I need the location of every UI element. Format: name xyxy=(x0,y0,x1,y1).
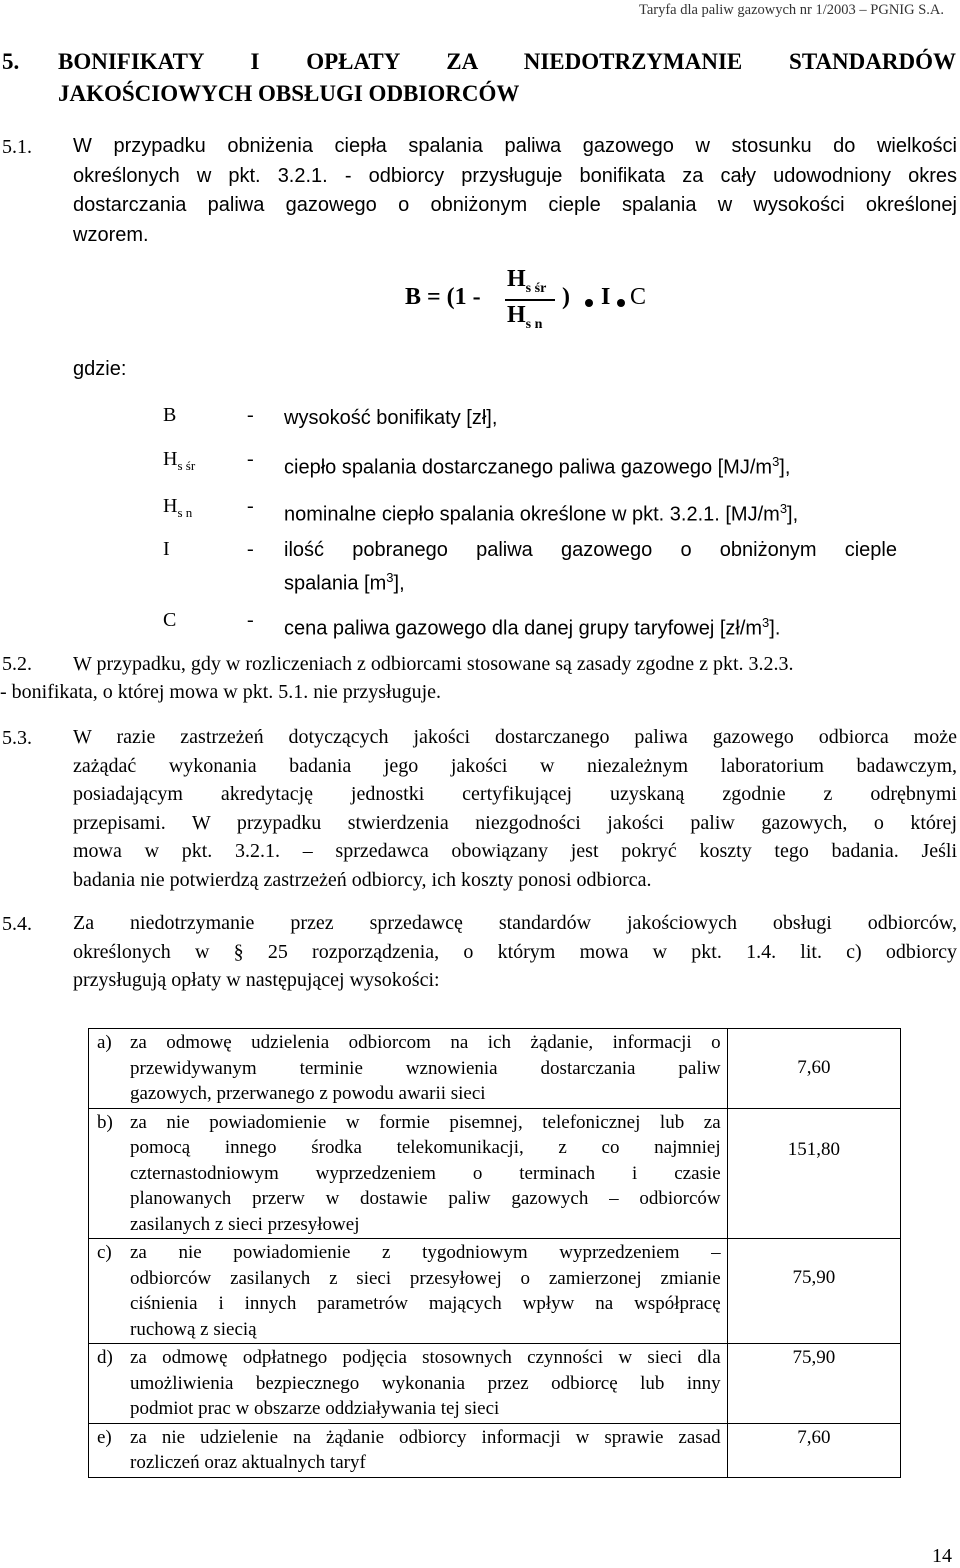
row-letter: e) xyxy=(97,1426,112,1448)
gdzie-label: gdzie: xyxy=(73,358,127,380)
p51-line-2: określonych w pkt. 3.2.1. - odbiorcy przysługuje bonifikata za cały udowodniony okres xyxy=(73,164,957,187)
formula-close-paren: ) xyxy=(562,284,570,310)
multiply-dot-icon xyxy=(617,299,625,307)
formula-C: C xyxy=(630,284,647,310)
def-dash: - xyxy=(247,609,254,631)
table-cell-amount: 75,90 xyxy=(727,1239,900,1344)
p52-line-1: W przypadku, gdy w rozliczeniach z odbiorcami stosowane są zasady zgodne z pkt. 3.2.3. xyxy=(73,653,794,675)
p51-line-3: dostarczania paliwa gazowego o obniżonym cieple spalania w wysokości określonej xyxy=(73,194,957,216)
paragraph-number-5-1: 5.1. xyxy=(2,136,32,158)
table-cell-amount: 7,60 xyxy=(727,1029,900,1109)
def-symbol-Hsn: $H_{s n}$ xyxy=(163,495,193,520)
p53-line-2: zażądać wykonania badania jego jakości w niezależnym laboratorium badawczym, xyxy=(73,754,957,777)
p54-line-2: określonych w § 25 rozporządzenia, o którym mowa w pkt. 1.4. lit. c) odbiorcy xyxy=(73,940,957,963)
table-cell-amount: 151,80 xyxy=(727,1108,900,1239)
formula-fraction-bar xyxy=(505,299,555,301)
table-cell-description: b) za nie powiadomienie w formie pisemnej, telefonicznej lub za pomocą innego środka telekomunikacji, z co najmniej czternastodniowym wyprzedzeniem o terminach i czasie planowanych przerw w dostawie paliw gazowych – odbiorców zasilanych z sieci przesyłowej xyxy=(89,1108,728,1239)
def-text-Hssr: ciepło spalania dostarczanego paliwa gazowego $[MJ/m^3]$, xyxy=(284,454,791,479)
p54-line-3: przysługują opłaty w następującej wysokości: xyxy=(73,969,440,991)
def-symbol-I: I xyxy=(163,538,170,560)
p53-line-3: posiadającym akredytację jednostki certyfikującej uzyskaną zgodnie z odrębnymi xyxy=(73,783,957,805)
p53-line-1: W razie zastrzeżeń dotyczących jakości dostarczanego paliwa gazowego odbiorca może xyxy=(73,726,957,748)
table-cell-amount: 75,90 xyxy=(727,1344,900,1424)
row-letter: b) xyxy=(97,1111,113,1133)
table-cell-description: e) za nie udzielenie na żądanie odbiorcy informacji w sprawie zasad rozliczeń oraz aktualnych taryf xyxy=(89,1423,728,1477)
def-symbol-Hssr: $H_{s śr}$ xyxy=(163,448,196,473)
paragraph-5-3 xyxy=(73,723,957,894)
table-row xyxy=(89,1423,901,1477)
formula-numerator: $H_{s śr}$ xyxy=(507,266,547,296)
paragraph-5-1 xyxy=(73,132,957,250)
running-header: Taryfa dla paliw gazowych nr 1/2003 – PGNIG S.A. xyxy=(638,2,944,18)
formula-I: I xyxy=(601,284,611,310)
def-text-C: cena paliwa gazowego dla danej grupy taryfowej $[zł/m^3]$. xyxy=(284,615,781,640)
table-row xyxy=(89,1029,901,1109)
table-cell-amount: 7,60 xyxy=(727,1423,900,1477)
bonus-formula xyxy=(405,266,665,336)
paragraph-number-5-2: 5.2. xyxy=(2,653,32,675)
formula-lhs: B = (1 - xyxy=(405,284,481,310)
table-row xyxy=(89,1239,901,1344)
p53-line-6: badania nie potwierdzą zastrzeżeń odbiorcy, ich koszty ponosi odbiorca. xyxy=(73,868,652,891)
def-dash: - xyxy=(247,404,254,426)
row-letter: c) xyxy=(97,1242,112,1263)
section-title-line-1: BONIFIKATY I OPŁATY ZA NIEDOTRZYMANIE STANDARDÓW xyxy=(58,49,956,74)
paragraph-number-5-3: 5.3. xyxy=(2,727,32,749)
def-symbol-B: B xyxy=(163,404,177,426)
section-title-line-2: JAKOŚCIOWYCH OBSŁUGI ODBIORCÓW xyxy=(58,81,520,106)
def-dash: - xyxy=(247,495,254,517)
paragraph-5-4 xyxy=(73,909,957,995)
p51-line-4: wzorem. xyxy=(73,223,149,246)
def-dash: - xyxy=(247,538,254,560)
table-row xyxy=(89,1344,901,1424)
multiply-dot-icon xyxy=(585,299,593,307)
section-title xyxy=(58,46,956,110)
def-text-Hsn: nominalne ciepło spalania określone w pkt. 3.2.1. $[MJ/m^3]$, xyxy=(284,501,799,526)
def-symbol-C: C xyxy=(163,609,177,631)
p51-line-1: W przypadku obniżenia ciepła spalania paliwa gazowego w stosunku do wielkości xyxy=(73,135,957,157)
p53-line-4: przepisami. W przypadku stwierdzenia niezgodności jakości paliw gazowych, o której xyxy=(73,811,957,834)
row-letter: d) xyxy=(97,1347,113,1368)
def-dash: - xyxy=(247,448,254,470)
table-cell-description: c) za nie powiadomienie z tygodniowym wyprzedzeniem – odbiorców zasilanych z sieci przesyłowej o zamierzonej zmianie ciśnienia i innych parametrów mających wpływ na współpracę ruchową z siecią xyxy=(89,1239,728,1344)
paragraph-number-5-4: 5.4. xyxy=(2,913,32,935)
p54-line-1: Za niedotrzymanie przez sprzedawcę standardów jakościowych obsługi odbiorców, xyxy=(73,912,957,934)
p53-line-5: mowa w pkt. 3.2.1. – sprzedawca obowiązany jest pokryć koszty tego badania. Jeśli xyxy=(73,840,957,862)
section-number: 5. xyxy=(2,49,20,74)
def-text-I xyxy=(284,536,897,598)
def-text-B: wysokość bonifikaty [zł], xyxy=(284,407,498,429)
p52-line-2: - bonifikata, o której mowa w pkt. 5.1. nie przysługuje. xyxy=(0,681,442,703)
table-cell-description: d) za odmowę odpłatnego podjęcia stosownych czynności w sieci dla umożliwienia bezpiecznego wykonania przez odbiorcę lub inny podmiot prac w obszarze oddziaływania tej sieci xyxy=(89,1344,728,1424)
fees-table xyxy=(88,1028,901,1478)
def-text-I-line-1: ilość pobranego paliwa gazowego o obniżonym cieple xyxy=(284,539,897,561)
page-number: 14 xyxy=(932,1545,952,1567)
table-cell-description: a) za odmowę udzielenia odbiorcom na ich żądanie, informacji o przewidywanym terminie wznowienia dostarczania paliw gazowych, przerwanego z powodu awarii sieci xyxy=(89,1029,728,1109)
def-text-I-line-2: spalania $[m^3]$, xyxy=(284,570,405,595)
table-row xyxy=(89,1108,901,1239)
row-letter: a) xyxy=(97,1032,112,1053)
formula-denominator: $H_{s n}$ xyxy=(507,302,543,332)
